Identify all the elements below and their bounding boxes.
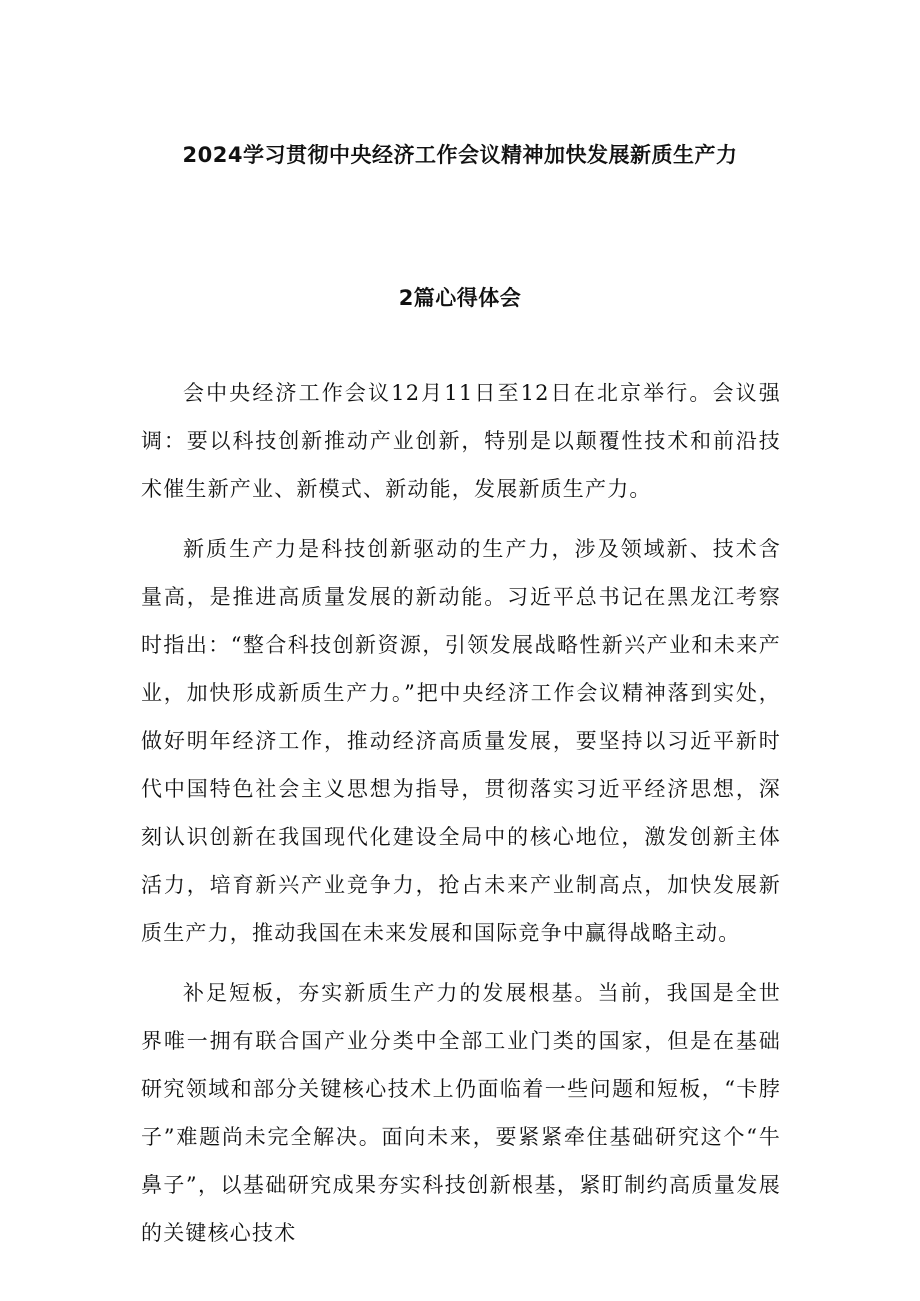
document-body — [141, 369, 781, 1257]
paragraph: 新质生产力是科技创新驱动的生产力，涉及领域新、技术含量高，是推进高质量发展的新动能。习近平总书记在黑龙江考察时指出：“整合科技创新资源，引领发展战略性新兴产业和未来产业，加快形成新质生产力。”把中央经济工作会议精神落到实处，做好明年经济工作，推动经济高质量发展，要坚持以习近平新时代中国特色社会主义思想为指导，贯彻落实习近平经济思想，深刻认识创新在我国现代化建设全局中的核心地位，激发创新主体活力，培育新兴产业竞争力，抢占未来产业制高点，加快发展新质生产力，推动我国在未来发展和国际竞争中赢得战略主动。 — [141, 537, 781, 945]
document-title-line-2: 2篇心得体会 — [398, 286, 522, 310]
document-title-line-1: 2024学习贯彻中央经济工作会议精神加快发展新质生产力 — [182, 143, 738, 167]
paragraph: 补足短板，夯实新质生产力的发展根基。当前，我国是全世界唯一拥有联合国产业分类中全部工业门类的国家，但是在基础研究领域和部分关键核心技术上仍面临着一些问题和短板，“卡脖子”难题尚未完全解决。面向未来，要紧紧牵住基础研究这个“牛鼻子”，以基础研究成果夯实科技创新根基，紧盯制约高质量发展的关键核心技术 — [141, 981, 781, 1245]
paragraph: 会中央经济工作会议12月11日至12日在北京举行。会议强调：要以科技创新推动产业创新，特别是以颠覆性技术和前沿技术催生新产业、新模式、新动能，发展新质生产力。 — [141, 381, 781, 501]
